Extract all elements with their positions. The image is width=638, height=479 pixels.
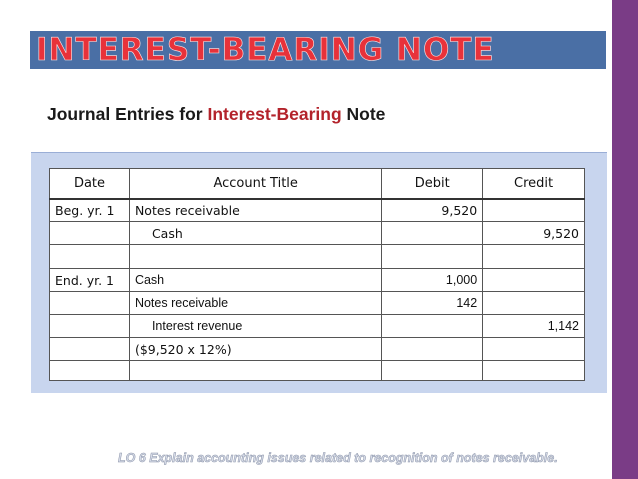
cell-account: Cash — [129, 222, 381, 245]
title-banner — [30, 31, 606, 69]
cell-account: Interest revenue — [129, 315, 381, 338]
slide-title: INTEREST-BEARING NOTE — [36, 32, 495, 68]
subtitle-suffix: Note — [341, 104, 386, 124]
table-row — [50, 315, 585, 338]
cell-date — [50, 361, 130, 381]
table-header-row — [50, 169, 585, 199]
cell-debit — [382, 222, 483, 245]
cell-credit — [483, 292, 585, 315]
cell-credit — [483, 338, 585, 361]
cell-account: Notes receivable — [129, 292, 381, 315]
table-row — [50, 338, 585, 361]
column-header-account-title: Account Title — [129, 169, 381, 199]
subtitle-accent: Interest-Bearing — [207, 104, 342, 124]
learning-objective-footer: LO 6 Explain accounting issues related to recognition of notes receivable. — [118, 451, 558, 465]
cell-account — [129, 245, 381, 269]
cell-date — [50, 315, 130, 338]
cell-account: Cash — [129, 269, 381, 292]
decorative-side-bar — [612, 0, 638, 479]
cell-credit — [483, 245, 585, 269]
cell-debit: 9,520 — [382, 199, 483, 222]
cell-date — [50, 292, 130, 315]
cell-debit: 142 — [382, 292, 483, 315]
cell-date — [50, 338, 130, 361]
cell-credit — [483, 269, 585, 292]
cell-credit — [483, 199, 585, 222]
cell-debit — [382, 361, 483, 381]
cell-credit: 9,520 — [483, 222, 585, 245]
cell-debit — [382, 338, 483, 361]
table-row — [50, 269, 585, 292]
table-row — [50, 199, 585, 222]
journal-entry-table — [49, 168, 585, 381]
subtitle-prefix: Journal Entries for — [47, 104, 208, 124]
cell-account — [129, 361, 381, 381]
cell-credit: 1,142 — [483, 315, 585, 338]
column-header-date: Date — [50, 169, 130, 199]
table-row — [50, 222, 585, 245]
table-row — [50, 245, 585, 269]
table-row — [50, 292, 585, 315]
subtitle — [47, 104, 385, 125]
cell-debit — [382, 315, 483, 338]
column-header-debit: Debit — [382, 169, 483, 199]
cell-credit — [483, 361, 585, 381]
cell-date: Beg. yr. 1 — [50, 199, 130, 222]
cell-account: Notes receivable — [129, 199, 381, 222]
cell-date — [50, 222, 130, 245]
column-header-credit: Credit — [483, 169, 585, 199]
cell-debit: 1,000 — [382, 269, 483, 292]
cell-debit — [382, 245, 483, 269]
table-row — [50, 361, 585, 381]
cell-account: ($9,520 x 12%) — [129, 338, 381, 361]
cell-date — [50, 245, 130, 269]
cell-date: End. yr. 1 — [50, 269, 130, 292]
